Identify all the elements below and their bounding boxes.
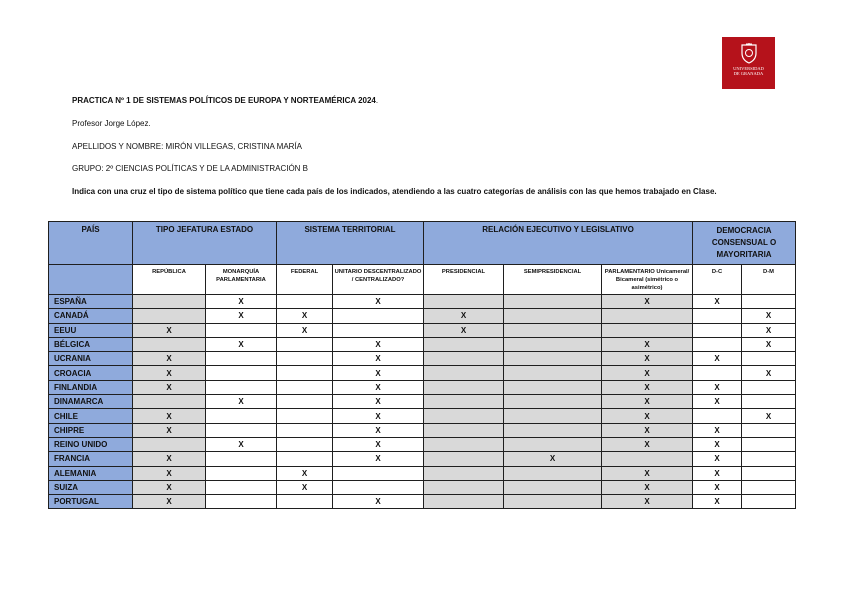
instructions: Indica con una cruz el tipo de sistema político que tiene cada país de los indicados, atendiendo a las cuatro categorías de análisis con las que hemos trabajado en Clase. — [72, 187, 717, 196]
mark-cell — [424, 437, 504, 451]
country-cell: SUIZA — [49, 480, 133, 494]
subheader-parlamentario: PARLAMENTARIO Unicameral/ Bicameral (simétrico o asimétrico) — [602, 265, 693, 295]
mark-cell — [602, 323, 693, 337]
group-line: GRUPO: 2º CIENCIAS POLÍTICAS Y DE LA ADMINISTRACIÓN B — [72, 164, 309, 173]
mark-cell — [504, 295, 602, 309]
mark-cell: X — [424, 323, 504, 337]
mark-cell — [424, 452, 504, 466]
mark-cell — [206, 466, 277, 480]
mark-cell — [742, 480, 796, 494]
mark-cell — [424, 366, 504, 380]
mark-cell: X — [693, 423, 742, 437]
mark-cell: X — [133, 352, 206, 366]
mark-cell — [504, 337, 602, 351]
mark-cell: X — [602, 409, 693, 423]
mark-cell: X — [602, 352, 693, 366]
header-relacion: RELACIÓN EJECUTIVO Y LEGISLATIVO — [424, 222, 693, 265]
mark-cell: X — [133, 366, 206, 380]
mark-cell — [693, 323, 742, 337]
table-row — [49, 452, 796, 466]
subheader-semipresidencial: SEMIPRESIDENCIAL — [504, 265, 602, 295]
mark-cell — [206, 495, 277, 509]
mark-cell: X — [333, 409, 424, 423]
header-territorial: SISTEMA TERRITORIAL — [277, 222, 424, 265]
subheader-unitario: UNITARIO DESCENTRALIZADO / CENTRALIZADO? — [333, 265, 424, 295]
mark-cell — [277, 366, 333, 380]
mark-cell — [206, 380, 277, 394]
mark-cell: X — [333, 395, 424, 409]
mark-cell — [133, 337, 206, 351]
table-row — [49, 437, 796, 451]
mark-cell — [742, 452, 796, 466]
mark-cell: X — [602, 495, 693, 509]
table-row — [49, 480, 796, 494]
subheader-empty — [49, 265, 133, 295]
mark-cell — [742, 437, 796, 451]
mark-cell — [206, 366, 277, 380]
country-cell: CHIPRE — [49, 423, 133, 437]
mark-cell: X — [133, 409, 206, 423]
mark-cell: X — [133, 452, 206, 466]
mark-cell — [742, 423, 796, 437]
mark-cell — [206, 352, 277, 366]
document-title — [72, 96, 378, 105]
country-cell: PORTUGAL — [49, 495, 133, 509]
mark-cell — [504, 380, 602, 394]
table-row — [49, 337, 796, 351]
table-row — [49, 309, 796, 323]
table-row — [49, 466, 796, 480]
mark-cell: X — [602, 437, 693, 451]
mark-cell: X — [333, 352, 424, 366]
table-row — [49, 295, 796, 309]
mark-cell: X — [693, 352, 742, 366]
table-row — [49, 380, 796, 394]
mark-cell — [333, 466, 424, 480]
country-cell: DINAMARCA — [49, 395, 133, 409]
title-text: PRACTICA Nº 1 DE SISTEMAS POLÍTICOS DE EUROPA Y NORTEAMÉRICA 2024 — [72, 96, 376, 105]
mark-cell — [693, 337, 742, 351]
country-cell: FINLANDIA — [49, 380, 133, 394]
mark-cell — [742, 495, 796, 509]
mark-cell — [504, 480, 602, 494]
mark-cell — [504, 466, 602, 480]
mark-cell — [504, 409, 602, 423]
mark-cell — [133, 295, 206, 309]
mark-cell: X — [133, 480, 206, 494]
mark-cell — [277, 380, 333, 394]
mark-cell: X — [742, 409, 796, 423]
mark-cell — [206, 323, 277, 337]
mark-cell: X — [133, 380, 206, 394]
mark-cell — [424, 380, 504, 394]
country-cell: CHILE — [49, 409, 133, 423]
mark-cell: X — [277, 309, 333, 323]
mark-cell — [424, 337, 504, 351]
country-cell: ESPAÑA — [49, 295, 133, 309]
mark-cell — [602, 452, 693, 466]
mark-cell — [277, 352, 333, 366]
mark-cell — [133, 437, 206, 451]
crest-icon — [739, 42, 759, 64]
professor-line: Profesor Jorge López. — [72, 119, 151, 128]
group-header-row — [49, 222, 796, 265]
mark-cell — [333, 323, 424, 337]
mark-cell — [424, 480, 504, 494]
mark-cell — [742, 352, 796, 366]
mark-cell: X — [133, 495, 206, 509]
subheader-dm: D-M — [742, 265, 796, 295]
country-cell: UCRANIA — [49, 352, 133, 366]
mark-cell: X — [693, 295, 742, 309]
logo-line-2: DE GRANADA — [733, 71, 764, 76]
mark-cell — [206, 423, 277, 437]
mark-cell — [206, 480, 277, 494]
table-body — [49, 295, 796, 509]
mark-cell: X — [333, 337, 424, 351]
mark-cell — [333, 309, 424, 323]
mark-cell: X — [602, 366, 693, 380]
mark-cell: X — [277, 466, 333, 480]
subheader-presidencial: PRESIDENCIAL — [424, 265, 504, 295]
mark-cell — [206, 409, 277, 423]
country-cell: FRANCIA — [49, 452, 133, 466]
mark-cell: X — [602, 337, 693, 351]
mark-cell — [277, 495, 333, 509]
mark-cell — [277, 409, 333, 423]
mark-cell — [424, 466, 504, 480]
table-row — [49, 352, 796, 366]
mark-cell: X — [333, 423, 424, 437]
mark-cell: X — [693, 495, 742, 509]
mark-cell: X — [206, 395, 277, 409]
subheader-row — [49, 265, 796, 295]
header-democracia: DEMOCRACIA CONSENSUAL O MAYORITARIA — [693, 222, 796, 265]
subheader-federal: FEDERAL — [277, 265, 333, 295]
mark-cell — [504, 309, 602, 323]
table-row — [49, 323, 796, 337]
mark-cell: X — [742, 309, 796, 323]
mark-cell: X — [206, 337, 277, 351]
table-row — [49, 395, 796, 409]
table-row — [49, 495, 796, 509]
mark-cell: X — [133, 323, 206, 337]
country-cell: CANADÁ — [49, 309, 133, 323]
mark-cell: X — [206, 437, 277, 451]
mark-cell — [277, 295, 333, 309]
mark-cell: X — [206, 295, 277, 309]
country-cell: ALEMANIA — [49, 466, 133, 480]
mark-cell: X — [602, 466, 693, 480]
mark-cell: X — [504, 452, 602, 466]
mark-cell — [333, 480, 424, 494]
mark-cell: X — [693, 395, 742, 409]
student-line: APELLIDOS Y NOMBRE: MIRÓN VILLEGAS, CRISTINA MARÍA — [72, 142, 302, 151]
country-cell: CROACIA — [49, 366, 133, 380]
mark-cell: X — [693, 380, 742, 394]
mark-cell: X — [742, 323, 796, 337]
mark-cell: X — [693, 466, 742, 480]
mark-cell: X — [602, 480, 693, 494]
mark-cell: X — [602, 423, 693, 437]
university-logo — [722, 37, 775, 89]
mark-cell — [424, 395, 504, 409]
mark-cell — [424, 352, 504, 366]
mark-cell — [277, 395, 333, 409]
mark-cell: X — [206, 309, 277, 323]
mark-cell — [742, 466, 796, 480]
mark-cell — [504, 495, 602, 509]
mark-cell: X — [133, 466, 206, 480]
mark-cell — [742, 295, 796, 309]
mark-cell — [424, 409, 504, 423]
mark-cell — [742, 395, 796, 409]
mark-cell: X — [333, 366, 424, 380]
mark-cell: X — [277, 323, 333, 337]
mark-cell — [693, 309, 742, 323]
mark-cell — [277, 437, 333, 451]
mark-cell: X — [602, 295, 693, 309]
mark-cell: X — [277, 480, 333, 494]
table-row — [49, 409, 796, 423]
country-cell: EEUU — [49, 323, 133, 337]
header-pais: PAÍS — [49, 222, 133, 265]
mark-cell — [424, 295, 504, 309]
country-cell: REINO UNIDO — [49, 437, 133, 451]
mark-cell — [693, 409, 742, 423]
mark-cell — [424, 423, 504, 437]
header-jefatura: TIPO JEFATURA ESTADO — [133, 222, 277, 265]
mark-cell: X — [133, 423, 206, 437]
mark-cell — [424, 495, 504, 509]
mark-cell: X — [742, 366, 796, 380]
table-row — [49, 423, 796, 437]
mark-cell: X — [693, 437, 742, 451]
table-row — [49, 366, 796, 380]
mark-cell — [504, 423, 602, 437]
mark-cell: X — [602, 380, 693, 394]
mark-cell: X — [693, 452, 742, 466]
mark-cell: X — [333, 495, 424, 509]
mark-cell: X — [333, 452, 424, 466]
mark-cell — [742, 380, 796, 394]
political-systems-table — [48, 221, 796, 509]
mark-cell — [504, 366, 602, 380]
mark-cell — [693, 366, 742, 380]
mark-cell — [277, 452, 333, 466]
mark-cell — [206, 452, 277, 466]
mark-cell: X — [742, 337, 796, 351]
mark-cell — [504, 395, 602, 409]
mark-cell: X — [602, 395, 693, 409]
mark-cell: X — [333, 295, 424, 309]
subheader-dc: D-C — [693, 265, 742, 295]
mark-cell — [277, 423, 333, 437]
subheader-republica: REPÚBLICA — [133, 265, 206, 295]
mark-cell: X — [333, 380, 424, 394]
mark-cell — [133, 395, 206, 409]
mark-cell: X — [693, 480, 742, 494]
mark-cell — [133, 309, 206, 323]
mark-cell — [504, 437, 602, 451]
subheader-monarquia: MONARQUÍA PARLAMENTARIA — [206, 265, 277, 295]
mark-cell — [504, 352, 602, 366]
mark-cell — [602, 309, 693, 323]
mark-cell — [504, 323, 602, 337]
mark-cell: X — [424, 309, 504, 323]
logo-text — [733, 66, 764, 76]
title-end: . — [375, 96, 379, 105]
logo-line-1: UNIVERSIDAD — [733, 66, 764, 71]
country-cell: BÉLGICA — [49, 337, 133, 351]
mark-cell: X — [333, 437, 424, 451]
mark-cell — [277, 337, 333, 351]
